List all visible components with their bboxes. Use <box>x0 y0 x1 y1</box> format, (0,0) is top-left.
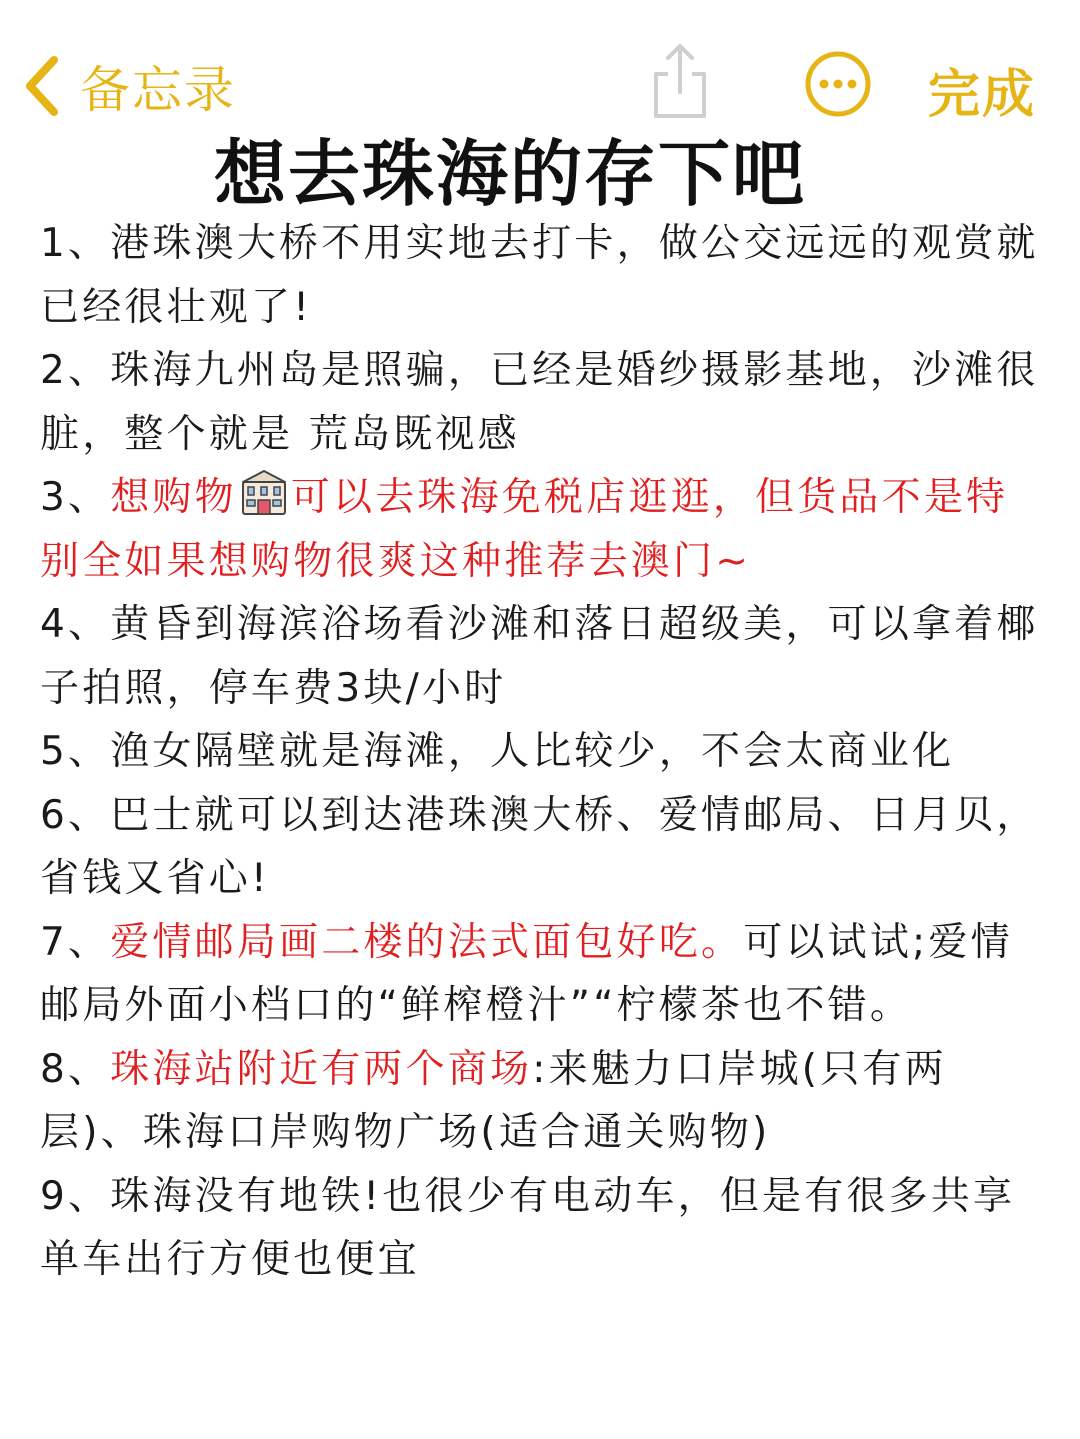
note-text: 5、渔女隔壁就是海滩，人比较少，不会太商业化 <box>40 729 955 774</box>
department-store-icon <box>239 468 289 518</box>
back-button[interactable] <box>22 48 236 124</box>
highlighted-text: 爱情邮局画二楼的法式面包好吃。 <box>110 919 744 965</box>
note-item <box>40 1165 1040 1292</box>
note-item <box>40 339 1040 466</box>
back-label: 备忘录 <box>80 61 236 119</box>
note-text: 9、珠海没有地铁!也很少有电动车，但是有很多共享单车出行方便也便宜 <box>40 1173 1016 1282</box>
note-item <box>40 911 1040 1038</box>
note-body[interactable] <box>40 212 1040 1292</box>
note-text: 4、黄昏到海滨浴场看沙滩和落日超级美，可以拿着椰子拍照，停车费3块/小时 <box>40 602 1039 711</box>
done-button[interactable]: 完成 <box>928 65 1037 125</box>
note-text: 7、 <box>40 919 111 965</box>
more-icon <box>804 50 872 118</box>
note-item <box>40 593 1040 720</box>
highlighted-text: 想购物 <box>110 475 237 520</box>
nav-bar <box>0 0 1080 130</box>
note-text: 8、 <box>40 1046 111 1092</box>
note-text: 1、港珠澳大桥不用实地去打卡，做公交远远的观赏就已经很壮观了! <box>40 221 1039 330</box>
note-item <box>40 466 1040 593</box>
note-text: :来魅力口岸城(只有两层)、珠海口岸购物广场(适合通关购物) <box>40 1046 947 1155</box>
note-text: 2、珠海九州岛是照骗，已经是婚纱摄影基地，沙滩很脏，整个就是 荒岛既视感 <box>40 348 1039 457</box>
note-item <box>40 784 1040 911</box>
note-text: 3、 <box>40 475 111 520</box>
note-text: 6、巴士就可以到达港珠澳大桥、爱情邮局、日月贝，省钱又省心! <box>40 792 1039 901</box>
more-button[interactable] <box>804 50 872 118</box>
note-item <box>40 720 1040 784</box>
share-button[interactable] <box>648 40 712 122</box>
note-title: 想去珠海的存下吧 <box>213 132 806 216</box>
chevron-left-icon <box>22 54 62 118</box>
share-icon <box>648 40 712 122</box>
note-item <box>40 1038 1040 1165</box>
highlighted-text: 珠海站附近有两个商场 <box>110 1046 533 1092</box>
note-item <box>40 212 1040 339</box>
highlighted-text: 可以去珠海免税店逛逛，但货品不是特别全如果想购物很爽这种推荐去澳门~ <box>40 475 1009 584</box>
note-text: 可以试试;爱情邮局外面小档口的“鲜榨橙汁”“柠檬茶也不错。 <box>40 919 1013 1028</box>
